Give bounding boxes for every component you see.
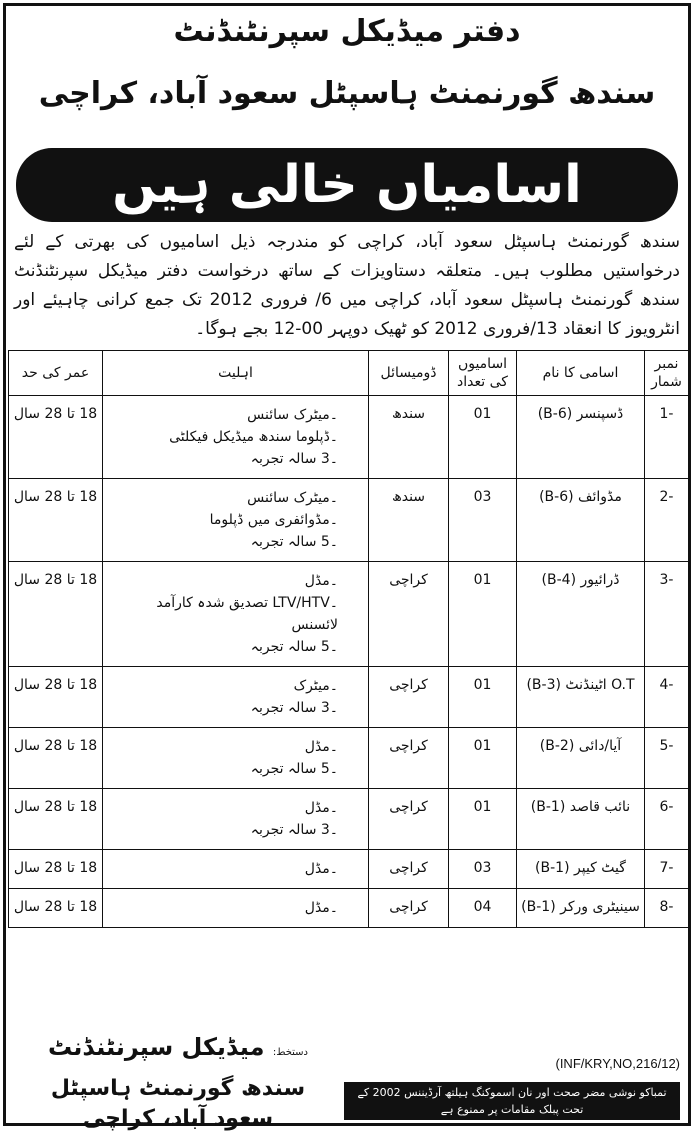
table-row <box>9 479 689 562</box>
column-header: اہلیت <box>103 351 369 396</box>
qualification-item: ۔مڈل <box>304 861 338 877</box>
post-cell: نائب قاصد (B-1) <box>517 789 645 850</box>
age-cell: 18 تا 28 سال <box>9 789 103 850</box>
table-row <box>9 728 689 789</box>
column-header: ڈومیسائل <box>369 351 449 396</box>
qualification-item: ۔مڈل <box>304 739 338 755</box>
qualification-cell <box>103 789 369 850</box>
reference-number: (INF/KRY,NO,216/12) <box>555 1056 680 1071</box>
qualification-cell <box>103 889 369 928</box>
count-cell: 01 <box>449 562 517 667</box>
signature-title: میڈیکل سپرنٹنڈنٹ <box>47 1033 265 1061</box>
domicile-cell: کراچی <box>369 728 449 789</box>
no-cell: -4 <box>645 667 689 728</box>
post-cell: آیا/دائی (B-2) <box>517 728 645 789</box>
column-header: اسامی کا نام <box>517 351 645 396</box>
domicile-cell: سندھ <box>369 479 449 562</box>
table-row <box>9 889 689 928</box>
age-cell: 18 تا 28 سال <box>9 396 103 479</box>
qualification-cell <box>103 396 369 479</box>
advertisement <box>3 3 691 1131</box>
qualification-cell <box>103 728 369 789</box>
count-cell: 01 <box>449 789 517 850</box>
no-cell: -5 <box>645 728 689 789</box>
post-cell: ڈرائیور (B-4) <box>517 562 645 667</box>
domicile-cell: کراچی <box>369 667 449 728</box>
column-header: عمر کی حد <box>9 351 103 396</box>
post-cell: O.T اٹینڈنٹ (B-3) <box>517 667 645 728</box>
domicile-cell: کراچی <box>369 562 449 667</box>
table-row <box>9 396 689 479</box>
post-cell: ڈسپنسر (B-6) <box>517 396 645 479</box>
smoking-notice: تمباکو نوشی مضر صحت اور نان اسموکنگ ہیلتھ آرڈیننس 2002 کے تحت پبلک مقامات پر ممنوع ہے <box>344 1082 680 1120</box>
no-cell: -3 <box>645 562 689 667</box>
qualification-item: ۔5 سالہ تجربہ <box>250 534 338 550</box>
domicile-cell: کراچی <box>369 850 449 889</box>
table-row <box>9 562 689 667</box>
column-header: نمبر شمار <box>645 351 689 396</box>
post-cell: مڈوائف (B-6) <box>517 479 645 562</box>
qualification-item: ۔میٹرک سائنس <box>247 490 338 506</box>
qualification-item: ۔3 سالہ تجربہ <box>250 700 338 716</box>
qualification-item: ۔میٹرک <box>293 678 338 694</box>
domicile-cell: سندھ <box>369 396 449 479</box>
office-title: دفتر میڈیکل سپرنٹنڈنٹ <box>173 14 521 49</box>
qualification-item: ۔مڈل <box>304 900 338 916</box>
qualification-item: ۔3 سالہ تجربہ <box>250 451 338 467</box>
intro-text: سندھ گورنمنٹ ہاسپٹل سعود آباد، کراچی کو مندرجہ ذیل اسامیوں کی بھرتی کے لئے درخواستیں مطلوب ہیں۔ متعلقہ دستاویزات کے ساتھ درخواست دفتر میڈیکل سپرنٹنڈنٹ سندھ گورنمنٹ ہاسپٹل سعود آباد، کراچی میں 6/ فروری 2012 تک جمع کرانی چاہیئے اور انٹرویوز کا انعقاد 13/فروری 2012 کو ٹھیک دوپہر 00-12 بجے ہوگا۔ <box>14 232 680 339</box>
count-cell: 03 <box>449 479 517 562</box>
hospital-title: سندھ گورنمنٹ ہاسپٹل سعود آباد، کراچی <box>38 76 656 111</box>
signature-block <box>18 1030 338 1134</box>
signature-hospital: سندھ گورنمنٹ ہاسپٹل سعود آباد، کراچی <box>50 1076 306 1131</box>
qualification-item: ۔مڈوائفری میں ڈپلوما <box>209 512 338 528</box>
no-cell: -2 <box>645 479 689 562</box>
table-row <box>9 789 689 850</box>
no-cell: -7 <box>645 850 689 889</box>
post-cell: سینیٹری ورکر (B-1) <box>517 889 645 928</box>
table-header <box>9 351 689 396</box>
count-cell: 04 <box>449 889 517 928</box>
column-header: اسامیوں کی تعداد <box>449 351 517 396</box>
age-cell: 18 تا 28 سال <box>9 479 103 562</box>
no-cell: -1 <box>645 396 689 479</box>
age-cell: 18 تا 28 سال <box>9 889 103 928</box>
qualification-item: ۔میٹرک سائنس <box>247 407 338 423</box>
qualification-item: ۔مڈل <box>304 800 338 816</box>
qualification-cell <box>103 479 369 562</box>
age-cell: 18 تا 28 سال <box>9 728 103 789</box>
count-cell: 01 <box>449 396 517 479</box>
domicile-cell: کراچی <box>369 789 449 850</box>
age-cell: 18 تا 28 سال <box>9 562 103 667</box>
signature-label: دستخط: <box>272 1047 308 1058</box>
post-cell: گیٹ کیپر (B-1) <box>517 850 645 889</box>
age-cell: 18 تا 28 سال <box>9 850 103 889</box>
qualification-item: ۔3 سالہ تجربہ <box>250 822 338 838</box>
content <box>6 228 688 928</box>
qualification-cell <box>103 562 369 667</box>
qualification-item: ۔ڈپلوما سندھ میڈیکل فیکلٹی <box>169 429 338 445</box>
count-cell: 01 <box>449 728 517 789</box>
domicile-cell: کراچی <box>369 889 449 928</box>
qualification-item: ۔5 سالہ تجربہ <box>250 761 338 777</box>
qualification-item: ۔LTV/HTV تصدیق شدہ کارآمد لائسنس <box>156 595 338 633</box>
age-cell: 18 تا 28 سال <box>9 667 103 728</box>
qualification-item: ۔5 سالہ تجربہ <box>250 639 338 655</box>
qualification-cell <box>103 667 369 728</box>
vacancies-banner: اسامیاں خالی ہیں <box>16 148 678 222</box>
count-cell: 03 <box>449 850 517 889</box>
no-cell: -6 <box>645 789 689 850</box>
table-row <box>9 667 689 728</box>
qualification-item: ۔مڈل <box>304 573 338 589</box>
table-row <box>9 850 689 889</box>
qualification-cell <box>103 850 369 889</box>
vacancies-table <box>8 350 689 928</box>
no-cell: -8 <box>645 889 689 928</box>
count-cell: 01 <box>449 667 517 728</box>
